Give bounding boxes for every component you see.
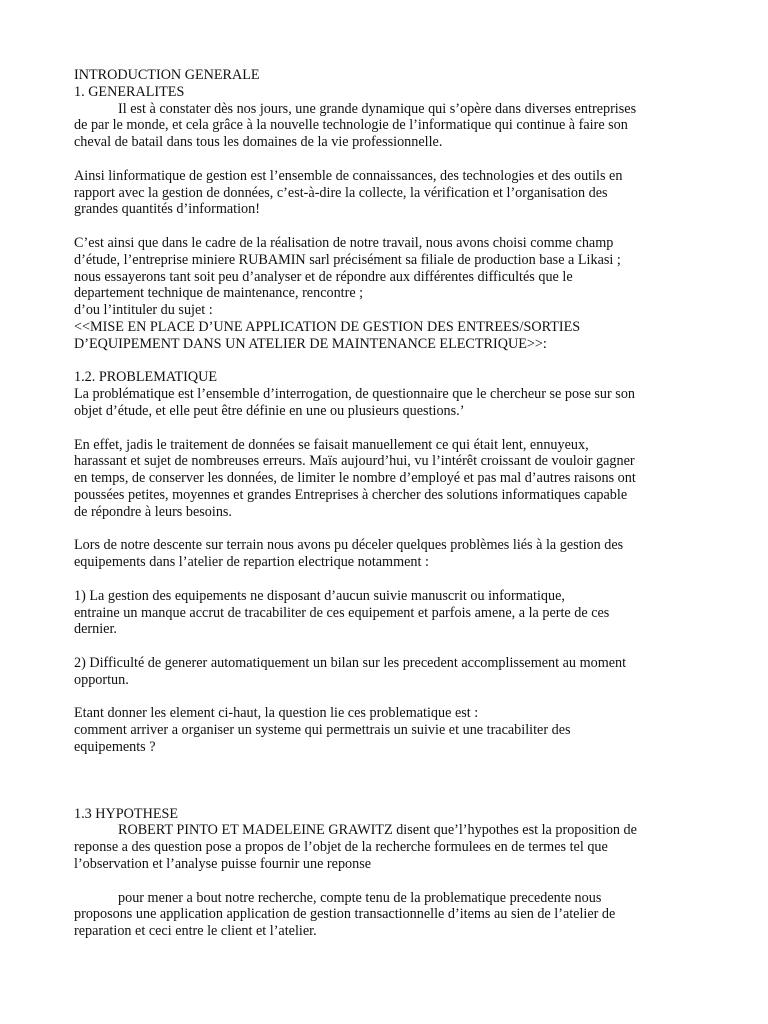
paragraph-line: poussées petites, moyennes et grandes Entreprises à chercher des solutions informatiques capable: [74, 486, 628, 503]
paragraph-line: ROBERT PINTO ET MADELEINE GRAWITZ disent que’l’hypothes est la proposition de: [118, 822, 637, 839]
section-heading-problematique: 1.2. PROBLEMATIQUE: [74, 369, 218, 386]
paragraph-line: proposons une application application de gestion transactionnelle d’items au sien de l’atelier de: [74, 906, 616, 923]
paragraph-line: En effet, jadis le traitement de données se faisait manuellement ce qui était lent, ennuyeux,: [74, 436, 589, 453]
document-page: [74, 67, 698, 940]
section-heading-generalites: 1. GENERALITES: [74, 83, 185, 100]
paragraph-line: opportun.: [74, 671, 129, 688]
paragraph-line: de par le monde, et cela grâce à la nouvelle technologie de l’informatique qui continue à faire son: [74, 117, 628, 134]
document-title: INTRODUCTION GENERALE: [74, 67, 260, 83]
paragraph-generalites-intro: [74, 101, 698, 151]
subject-title-line: <<MISE EN PLACE D’UNE APPLICATION DE GESTION DES ENTREES/SORTIES: [74, 318, 581, 335]
paragraph-line: entraine un manque accrut de tracabiliter de ces equipement et parfois amene, a la perte de ces: [74, 604, 610, 621]
paragraph-line: rapport avec la gestion de données, c’est-à-dire la collecte, la vérification et l’organisation des: [74, 184, 608, 201]
paragraph-line: comment arriver a organiser un systeme qui permettrais un suivie et une tracabiliter des: [74, 722, 571, 739]
paragraph-line: dernier.: [74, 621, 117, 638]
paragraph-champ-etude: [74, 235, 698, 353]
paragraph-line: 2) Difficulté de generer automatiquement un bilan sur les precedent accomplissement au moment: [74, 654, 627, 671]
paragraph-line: de répondre à leurs besoins.: [74, 503, 232, 520]
paragraph-hypothese-proposition: [74, 890, 698, 940]
paragraph-line: en temps, de conserver les données, de limiter le nombre d’employé et pas mal d’autres raisons ont: [74, 470, 636, 487]
paragraph-descente-terrain: [74, 537, 698, 571]
paragraph-line: La problématique est l’ensemble d’interrogation, de questionnaire que le chercheur se pose sur son: [74, 386, 636, 403]
paragraph-line: Ainsi linformatique de gestion est l’ensemble de connaissances, des technologies et des outils en: [74, 167, 623, 184]
paragraph-line: l’observation et l’analyse puisse fournir une reponse: [74, 856, 372, 873]
paragraph-line: d’ou l’intituler du sujet :: [74, 302, 213, 319]
paragraph-line: Il est à constater dès nos jours, une grande dynamique qui s’opère dans diverses entreprises: [118, 100, 637, 117]
paragraph-question: [74, 705, 698, 755]
paragraph-line: cheval de batail dans tous les domaines de la vie professionnelle.: [74, 134, 443, 151]
paragraph-informatique-gestion: [74, 168, 698, 218]
paragraph-line: Etant donner les element ci-haut, la question lie ces problematique est :: [74, 705, 479, 722]
paragraph-line: C’est ainsi que dans le cadre de la réalisation de notre travail, nous avons choisi comme champ: [74, 234, 614, 251]
paragraph-problematique-definition: [74, 386, 698, 420]
paragraph-line: objet d’étude, et elle peut être définie en une ou plusieurs questions.’: [74, 402, 465, 419]
paragraph-line: equipements ?: [74, 738, 156, 755]
paragraph-line: grandes quantités d’information!: [74, 201, 260, 218]
paragraph-line: reponse a des question pose a propos de l’objet de la recherche formulees en de termes tel que: [74, 839, 608, 856]
paragraph-line: Lors de notre descente sur terrain nous avons pu déceler quelques problèmes liés à la gestion des: [74, 537, 624, 554]
paragraph-line: 1) La gestion des equipements ne disposant d’aucun suivie manuscrit ou informatique,: [74, 587, 565, 604]
paragraph-line: equipements dans l’atelier de repartion electrique notamment :: [74, 554, 429, 571]
problem-item-1: [74, 588, 698, 638]
paragraph-line: d’étude, l’entreprise miniere RUBAMIN sarl précisément sa filiale de production base a Likasi ;: [74, 251, 621, 268]
paragraph-line: departement technique de maintenance, rencontre ;: [74, 285, 364, 302]
problem-item-2: [74, 655, 698, 689]
paragraph-traitement-donnees: [74, 437, 698, 521]
subject-title-line: D’EQUIPEMENT DANS UN ATELIER DE MAINTENANCE ELECTRIQUE>>:: [74, 335, 547, 352]
paragraph-line: harassant et sujet de nombreuses erreurs. Maïs aujourd’hui, vu l’intérêt croissant de vouloir gagner: [74, 453, 635, 470]
paragraph-line: pour mener a bout notre recherche, compte tenu de la problematique precedente nous: [118, 889, 602, 906]
section-heading-hypothese: 1.3 HYPOTHESE: [74, 805, 179, 822]
paragraph-line: nous essayerons tant soit peu d’analyser et de répondre aux différentes difficultés que le: [74, 268, 573, 285]
paragraph-line: reparation et ceci entre le client et l’atelier.: [74, 923, 317, 940]
paragraph-hypothese-definition: [74, 822, 698, 872]
